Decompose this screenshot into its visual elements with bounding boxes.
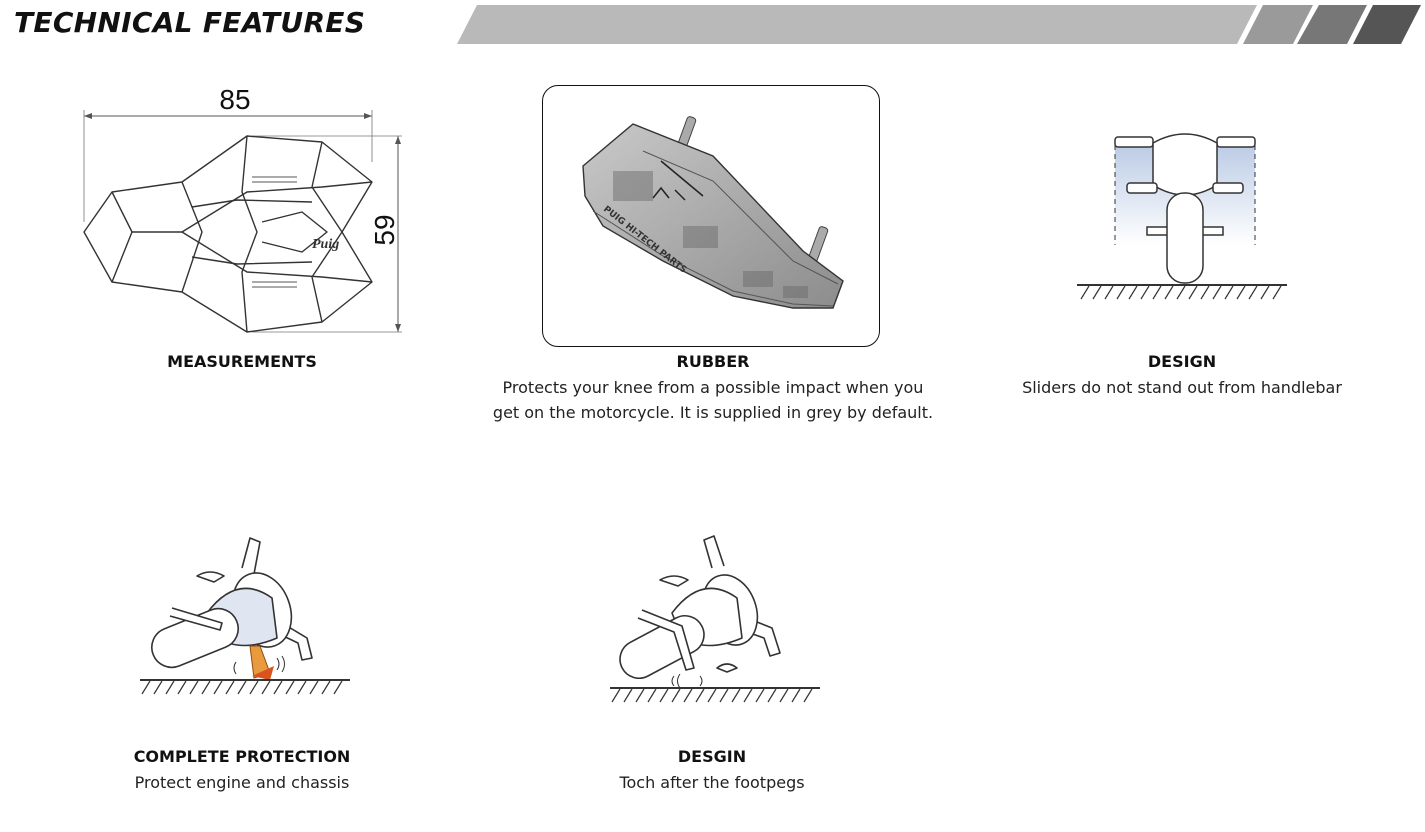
feature-description: Protects your knee from a possible impact when you get on the motorcycle. It is supplied in grey by default. <box>492 378 934 422</box>
feature-title: DESIGN <box>1147 352 1217 371</box>
feature-complete-protection <box>102 528 382 798</box>
feature-description: Sliders do not stand out from handlebar <box>1022 378 1342 397</box>
feature-title: MEASUREMENTS <box>167 352 317 371</box>
feature-description: Toch after the footpegs <box>619 773 805 792</box>
feature-title: RUBBER <box>676 352 750 371</box>
rubber-slider-illustration <box>543 86 879 346</box>
feature-measurements <box>72 82 412 382</box>
puig-logo: Puig <box>312 237 340 252</box>
footpeg-touch-illustration <box>602 528 827 703</box>
feature-title: COMPLETE PROTECTION <box>133 747 351 766</box>
feature-description: Protect engine and chassis <box>134 773 350 792</box>
width-dimension-label: 85 <box>219 84 251 115</box>
feature-design-footpegs <box>572 528 852 798</box>
feature-title: DESGIN <box>677 747 747 766</box>
feature-rubber <box>492 85 934 430</box>
rubber-image-frame <box>542 85 880 347</box>
page-title: TECHNICAL FEATURES <box>14 6 366 39</box>
front-view-illustration <box>1067 125 1297 305</box>
height-dimension-label: 59 <box>369 214 400 246</box>
rubber-engraving: PUIG HI-TECH PARTS <box>601 204 689 276</box>
crash-protection-illustration <box>132 528 357 703</box>
feature-design-handlebar <box>1012 125 1352 415</box>
measurements-diagram <box>72 82 412 344</box>
header-stripe-band <box>455 4 1425 46</box>
